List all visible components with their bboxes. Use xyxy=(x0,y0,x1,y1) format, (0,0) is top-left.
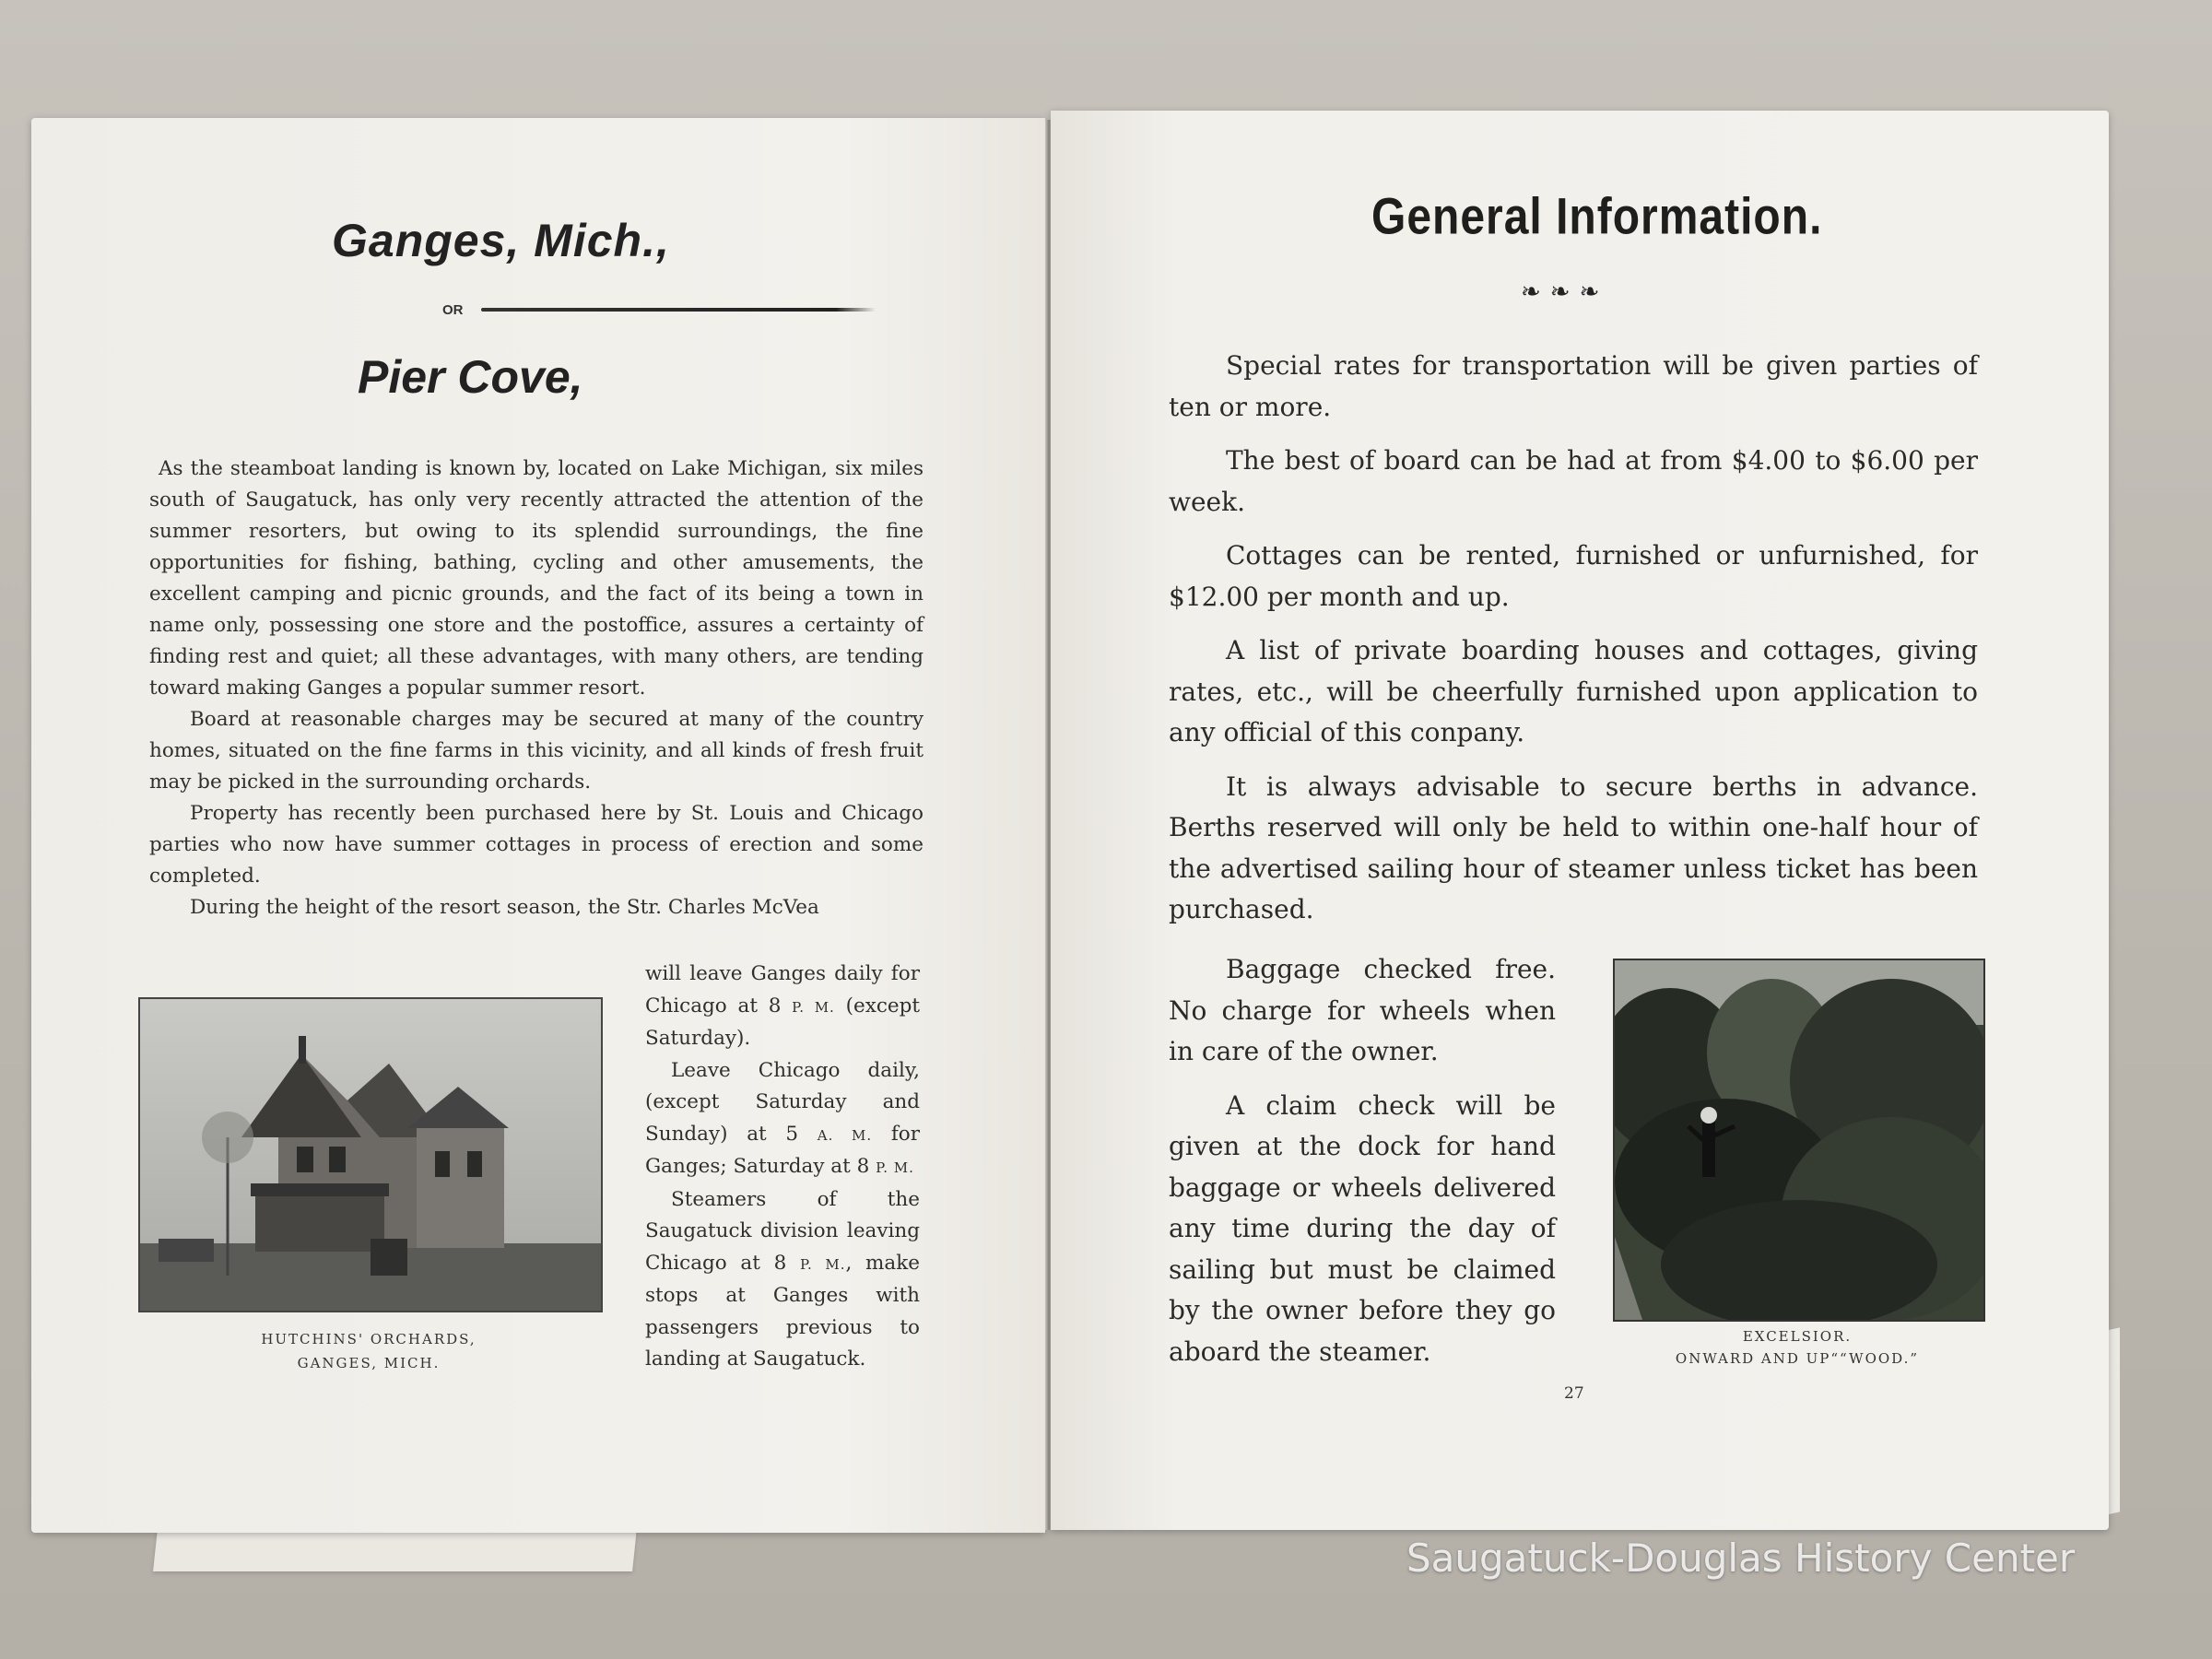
right-photo-caption xyxy=(1613,1325,1982,1370)
left-side-column xyxy=(645,959,920,1376)
schedule-text-part: , make stops at Ganges with passengers previous to landing at Saugatuck. xyxy=(645,1251,920,1371)
left-body-text xyxy=(149,453,924,924)
left-page-title: Ganges, Mich., xyxy=(332,215,670,266)
left-page-subtitle: Pier Cove, xyxy=(358,351,583,403)
paragraph: During the height of the resort season, the Str. Charles McVea xyxy=(190,896,819,919)
or-label: OR xyxy=(442,302,464,318)
or-divider xyxy=(442,300,876,318)
right-side-column xyxy=(1169,949,1556,1385)
right-body-text xyxy=(1169,346,1978,944)
paragraph: As the steamboat landing is known by, located on Lake Michigan, six miles south of Saugatuck, has only very recently attracted the attention of the summer resorters, but owing to its splendid surroundings, the fine opportunities for fishing, bathing, cycling and other amusements, the excellent camping and picnic grounds, and the fact of its being a town in name only, possessing one store and the postoffice, assures a certainty of finding rest and quiet; all these advantages, with many others, are tending toward making Ganges a popular summer resort. xyxy=(149,457,924,700)
time-suffix: P. M. xyxy=(792,998,835,1016)
caption-line: HUTCHINS' ORCHARDS, xyxy=(261,1331,477,1347)
schedule-text xyxy=(645,959,920,1055)
schedule-text-part: (except Saturday). xyxy=(645,994,920,1050)
paragraph: A claim check will be given at the dock for hand baggage or wheels delivered any time during the day of sailing but must be claimed by the owner before they go aboard the steamer. xyxy=(1169,1089,1556,1367)
ornament-icon: ❧❧❧ xyxy=(1521,278,1609,306)
caption-line: ONWARD AND UP““WOOD.” xyxy=(1675,1350,1920,1367)
caption-line: GANGES, MICH. xyxy=(297,1355,441,1371)
caption-line: EXCELSIOR. xyxy=(1742,1328,1853,1345)
time-suffix: P. M. xyxy=(799,1255,846,1273)
schedule-text-part: will leave Ganges daily for Chicago at 8 xyxy=(645,962,920,1018)
paragraph: Baggage checked free. No charge for wheels when in care of the owner. xyxy=(1169,954,1556,1066)
paragraph: It is always advisable to secure berths in advance. Berths reserved will only be held to within one-half hour of the advertised sailing hour of steamer unless ticket has been purchased. xyxy=(1169,771,1978,924)
paragraph: The best of board can be had at from $4.00 to $6.00 per week. xyxy=(1169,445,1978,517)
orchard-house-photo xyxy=(138,997,603,1312)
right-page-title: General Information. xyxy=(1371,189,1823,245)
schedule-text-part: Steamers of the Saugatuck division leaving Chicago at 8 xyxy=(645,1187,920,1275)
house-illustration xyxy=(140,999,601,1311)
left-photo-caption xyxy=(138,1327,599,1375)
paragraph: Cottages can be rented, furnished or unfurnished, for $12.00 per month and up. xyxy=(1169,540,1978,612)
paragraph: Special rates for transportation will be given parties of ten or more. xyxy=(1169,350,1978,422)
divider-rule xyxy=(481,308,876,312)
schedule-text-part: for Ganges; Saturday at 8 xyxy=(645,1122,921,1178)
forest-illustration xyxy=(1615,960,1983,1320)
forest-photo xyxy=(1613,959,1985,1322)
paragraph: Board at reasonable charges may be secured at many of the country homes, situated on the fine farms in this vicinity, and all kinds of fresh fruit may be picked in the surrounding orchards. xyxy=(149,708,924,794)
watermark: Saugatuck-Douglas History Center xyxy=(1406,1535,2076,1581)
schedule-text xyxy=(645,1184,920,1376)
time-suffix: A. M. xyxy=(817,1126,873,1144)
schedule-text xyxy=(645,1055,920,1184)
paragraph: A list of private boarding houses and cottages, giving rates, etc., will be cheerfully furnished upon application to any official of this conpany. xyxy=(1169,635,1978,747)
schedule-text-part: Leave Chicago daily, (except Saturday and Sunday) at 5 xyxy=(645,1058,920,1146)
page-number: 27 xyxy=(1564,1384,1584,1403)
paragraph: Property has recently been purchased here by St. Louis and Chicago parties who now have summer cottages in process of erection and some completed. xyxy=(149,802,924,888)
time-suffix: P. M. xyxy=(876,1159,914,1176)
